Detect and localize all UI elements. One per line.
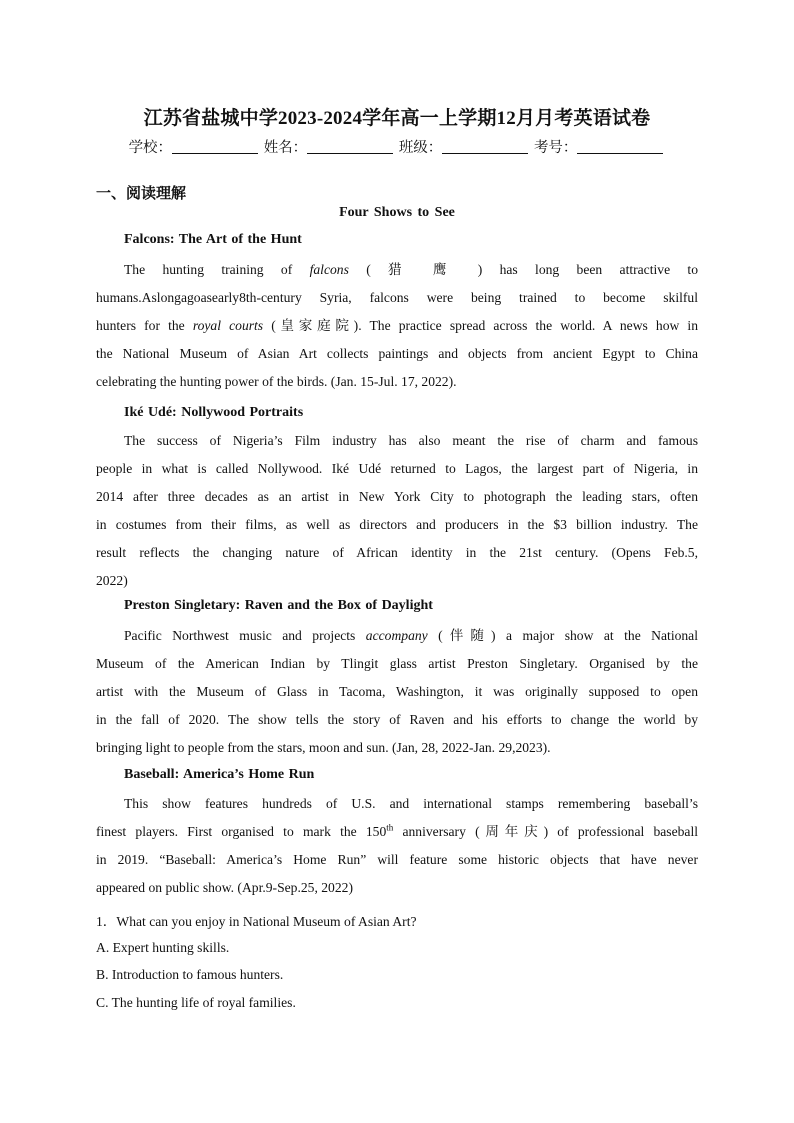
paragraph-line: in the fall of 2020. The show tells the story of Raven and his efforts to change the world by	[96, 712, 698, 727]
question-1-option-c[interactable]: C. The hunting life of royal families.	[96, 995, 296, 1010]
class-label: 班级：	[398, 140, 443, 156]
text-run-italic: royal courts	[192, 318, 264, 333]
show-1-heading: Falcons: The Art of the Hunt	[124, 232, 302, 247]
question-1-stem: 1．What can you enjoy in National Museum of Asian Art?	[96, 914, 417, 929]
text-run: Pacific Northwest music and projects	[124, 628, 366, 643]
paragraph-line: Museum of the American Indian by Tlingit glass artist Preston Singletary. Organised by the	[96, 656, 698, 671]
text-run: ( 猎 鹰 ) has long been attractive to	[348, 262, 698, 277]
show-3-paragraph	[96, 622, 698, 762]
paragraph-line	[96, 312, 698, 340]
paragraph-line	[96, 818, 698, 846]
paragraph-line: in 2019. “Baseball: America’s Home Run” will feature some historic objects that have never	[96, 852, 698, 867]
text-run: anniversary (周年庆) of professional baseball	[393, 824, 698, 839]
text-run: (伴随) a major show at the National	[427, 628, 698, 643]
show-3-heading: Preston Singletary: Raven and the Box of Daylight	[124, 598, 433, 613]
student-info-line	[0, 136, 794, 157]
passage-title: Four Shows to See	[339, 205, 455, 220]
paragraph-line: people in what is called Nollywood. Iké Udé returned to Lagos, the largest part of Nigeria, in	[96, 461, 698, 476]
text-run: finest players. First organised to mark the 150	[96, 824, 387, 839]
question-1-option-a[interactable]: A. Expert hunting skills.	[96, 940, 230, 955]
text-run-italic: falcons	[309, 262, 349, 277]
paragraph-line: artist with the Museum of Glass in Tacoma, Washington, it was originally supposed to open	[96, 684, 698, 699]
paragraph-line: bringing light to people from the stars, moon and sun. (Jan, 28, 2022-Jan. 29,2023).	[96, 740, 551, 755]
show-1-paragraph	[96, 256, 698, 396]
show-2-heading: Iké Udé: Nollywood Portraits	[124, 405, 304, 420]
exam-number-blank	[577, 139, 663, 154]
paragraph-line: 2022)	[96, 573, 128, 588]
paragraph-line: the National Museum of Asian Art collects paintings and objects from ancient Egypt to China	[96, 346, 698, 361]
exam-number-label: 考号：	[533, 140, 578, 156]
paragraph-line	[96, 622, 698, 650]
paragraph-line: 2014 after three decades as an artist in New York City to photograph the leading stars, often	[96, 489, 698, 504]
text-run: The success of Nigeria’s Film industry has also meant the rise of charm and famous	[124, 433, 698, 448]
paragraph-line: appeared on public show. (Apr.9-Sep.25, 2022)	[96, 880, 353, 895]
text-run: This show features hundreds of U.S. and international stamps remembering baseball’s	[124, 796, 698, 811]
text-run: hunters for the	[96, 318, 193, 333]
show-4-paragraph	[96, 790, 698, 902]
paragraph-line	[96, 790, 698, 818]
question-1-option-b[interactable]: B. Introduction to famous hunters.	[96, 967, 284, 982]
section-heading: 一、阅读理解	[96, 186, 187, 202]
show-4-heading: Baseball: America’s Home Run	[124, 767, 315, 782]
text-run-italic: accompany	[365, 628, 428, 643]
paragraph-line	[96, 427, 698, 455]
paragraph-line	[96, 256, 698, 284]
paragraph-line: celebrating the hunting power of the birds. (Jan. 15-Jul. 17, 2022).	[96, 374, 457, 389]
school-blank	[172, 139, 258, 154]
paragraph-line: in costumes from their films, as well as directors and producers in the $3 billion industry. The	[96, 517, 698, 532]
paragraph-line: humans.Aslongagoasearly8th-century Syria, falcons were being trained to become skilful	[96, 290, 698, 305]
show-2-paragraph	[96, 427, 698, 595]
class-blank	[442, 139, 528, 154]
paragraph-line: result reflects the changing nature of African identity in the 21st century. (Opens Feb.5,	[96, 545, 698, 560]
name-label: 姓名：	[263, 140, 308, 156]
exam-title: 江苏省盐城中学2023-2024学年高一上学期12月月考英语试卷	[143, 108, 651, 129]
text-run: (皇家庭院). The practice spread across the world. A news how in	[263, 318, 698, 333]
school-label: 学校：	[128, 140, 173, 156]
superscript: th	[386, 822, 394, 833]
text-run: The hunting training of	[124, 262, 310, 277]
name-blank	[307, 139, 393, 154]
